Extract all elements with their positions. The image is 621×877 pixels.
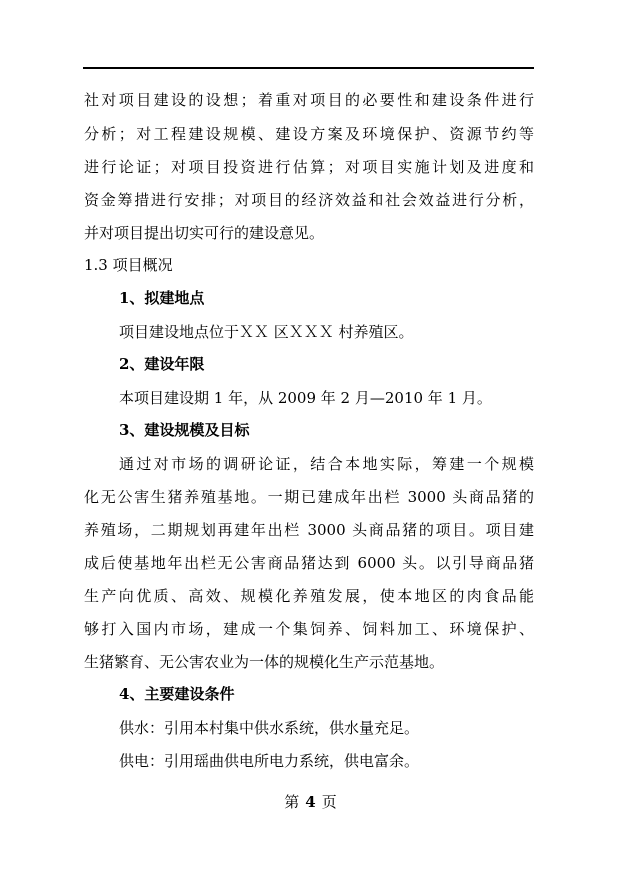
power-supply-text: 供电：引用瑶曲供电所电力系统，供电富余。 — [119, 752, 420, 770]
intro-line-3: 进行论证；对项目投资进行估算；对项目实施计划及进度和 — [84, 158, 534, 176]
conditions-heading: 4、主要建设条件 — [119, 685, 235, 703]
duration-heading: 2、建设年限 — [119, 355, 205, 373]
site-heading: 1、拟建地点 — [119, 289, 205, 307]
intro-line-4: 资金筹措进行安排；对项目的经济效益和社会效益进行分析， — [84, 191, 534, 209]
intro-line-2: 分析；对工程建设规模、建设方案及环境保护、资源节约等 — [84, 125, 534, 143]
water-supply-text: 供水：引用本村集中供水系统，供水量充足。 — [119, 719, 420, 737]
page-number-suffix: 页 — [321, 793, 337, 811]
intro-line-5: 并对项目提出切实可行的建设意见。 — [84, 224, 325, 242]
header-rule — [83, 67, 534, 69]
page-number-prefix: 第 — [284, 793, 300, 811]
site-text: 项目建设地点位于ＸＸ 区ＸＸＸ 村养殖区。 — [119, 323, 414, 341]
section-title: 1.3 项目概况 — [84, 256, 173, 274]
scale-line-2: 化无公害生猪养殖基地。一期已建成年出栏 3000 头商品猪的 — [84, 488, 534, 506]
scale-line-5: 生产向优质、高效、规模化养殖发展，使本地区的肉食品能 — [84, 587, 534, 605]
scale-heading: 3、建设规模及目标 — [119, 421, 250, 439]
scale-line-7: 生猪繁育、无公害农业为一体的规模化生产示范基地。 — [84, 653, 445, 671]
scale-line-3: 养殖场，二期规划再建年出栏 3000 头商品猪的项目。项目建 — [84, 521, 534, 539]
intro-line-1: 社对项目建设的设想；着重对项目的必要性和建设条件进行 — [84, 91, 534, 109]
page-number — [0, 792, 621, 812]
duration-text: 本项目建设期 1 年，从 2009 年 2 月—2010 年 1 月。 — [119, 389, 492, 407]
scale-line-4: 成后使基地年出栏无公害商品猪达到 6000 头。以引导商品猪 — [84, 554, 534, 572]
scale-line-1: 通过对市场的调研论证，结合本地实际，筹建一个规模 — [119, 455, 534, 473]
page-number-value: 4 — [305, 793, 316, 811]
scale-line-6: 够打入国内市场，建成一个集饲养、饲料加工、环境保护、 — [84, 620, 534, 638]
